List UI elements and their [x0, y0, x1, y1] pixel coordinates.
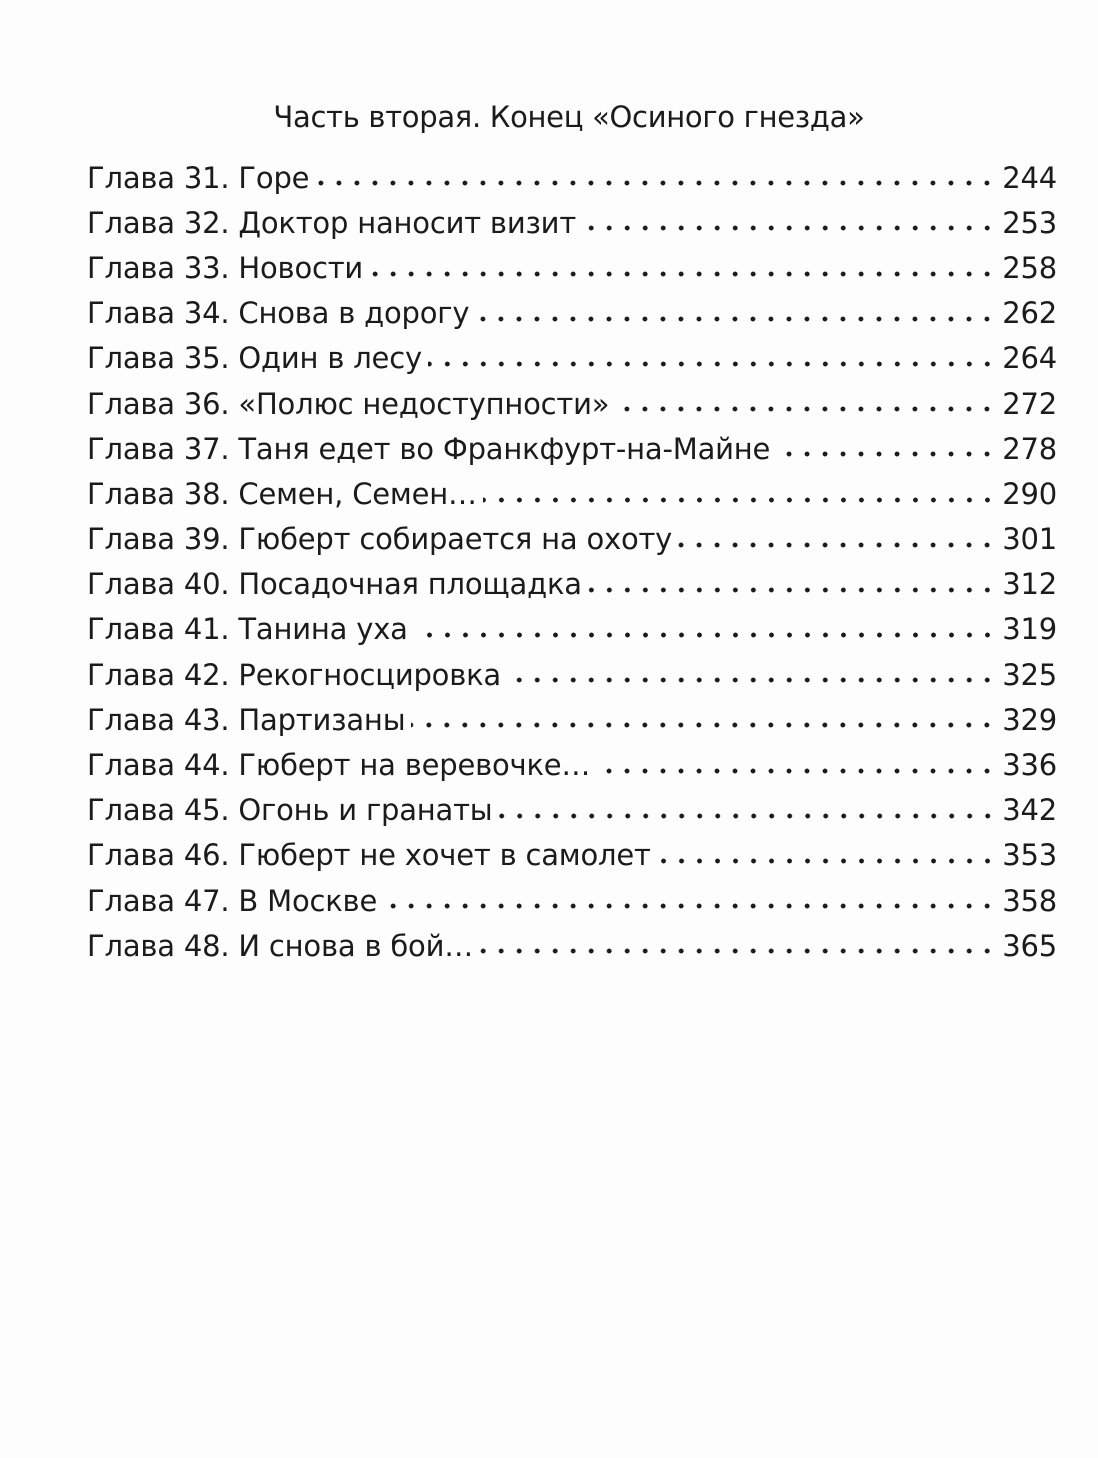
dot-leader [596, 764, 996, 778]
toc-entry-title: Глава 41. Танина уха [87, 612, 414, 646]
dot-leader [475, 312, 996, 326]
toc-entry-page: 325 [996, 658, 1057, 692]
toc-entry [87, 878, 1057, 923]
toc-entry-title: Глава 46. Гюберт не хочет в самолет [87, 838, 657, 872]
toc-entry [87, 562, 1057, 607]
toc-entry-title: Глава 31. Горе [87, 161, 315, 195]
dot-leader [483, 493, 996, 507]
toc-entry-title: Глава 43. Партизаны [87, 703, 411, 737]
toc-entry-page: 329 [996, 703, 1057, 737]
toc-entry-title: Глава 47. В Москве [87, 884, 383, 918]
dot-leader [428, 357, 996, 371]
toc-entry [87, 697, 1057, 742]
dot-leader [582, 221, 996, 235]
toc-entry [87, 607, 1057, 652]
toc-entry [87, 471, 1057, 516]
toc-entry-page: 319 [996, 612, 1057, 646]
toc-entry [87, 426, 1057, 471]
dot-leader [588, 583, 996, 597]
toc-entry-title: Глава 45. Огонь и гранаты [87, 793, 499, 827]
toc-entry [87, 155, 1057, 200]
toc-entry-page: 244 [996, 161, 1057, 195]
toc-entry-title: Глава 48. И снова в бой… [87, 929, 479, 963]
dot-leader [615, 402, 996, 416]
dot-leader [315, 176, 996, 190]
toc-entry [87, 923, 1057, 968]
toc-entry-page: 336 [996, 748, 1057, 782]
dot-leader [369, 267, 996, 281]
toc-entry-title: Глава 37. Таня едет во Франкфурт-на-Майне [87, 432, 776, 466]
toc-entry-page: 301 [996, 522, 1057, 556]
toc-entry-title: Глава 42. Рекогносцировка [87, 658, 507, 692]
toc-entry-title: Глава 32. Доктор наносит визит [87, 206, 582, 240]
dot-leader [657, 854, 997, 868]
toc-entry-page: 365 [996, 929, 1057, 963]
toc-entry [87, 742, 1057, 787]
dot-leader [479, 944, 996, 958]
toc-entry-title: Глава 40. Посадочная площадка [87, 567, 588, 601]
toc-entry-title: Глава 38. Семен, Семен… [87, 477, 483, 511]
toc-entry-page: 278 [996, 432, 1057, 466]
toc-entry-title: Глава 33. Новости [87, 251, 369, 285]
toc-entry-page: 358 [996, 884, 1057, 918]
toc-entry [87, 200, 1057, 245]
toc-entry-title: Глава 44. Гюберт на веревочке… [87, 748, 596, 782]
toc-entry-title: Глава 39. Гюберт собирается на охоту [87, 522, 678, 556]
dot-leader [414, 628, 996, 642]
toc-entry-page: 312 [996, 567, 1057, 601]
toc-entry [87, 833, 1057, 878]
toc-entry [87, 788, 1057, 833]
dot-leader [499, 809, 997, 823]
toc-entry-page: 258 [996, 251, 1057, 285]
toc-entry-page: 264 [996, 341, 1057, 375]
toc-entry [87, 381, 1057, 426]
toc-entry-title: Глава 34. Снова в дорогу [87, 296, 475, 330]
toc-entry-page: 353 [996, 838, 1057, 872]
toc-entry [87, 291, 1057, 336]
toc-entry-page: 253 [996, 206, 1057, 240]
toc-entry [87, 336, 1057, 381]
dot-leader [383, 899, 996, 913]
section-heading: Часть вторая. Конец «Осиного гнезда» [273, 100, 865, 134]
toc-entry-title: Глава 36. «Полюс недоступности» [87, 387, 615, 421]
toc-entry-page: 290 [996, 477, 1057, 511]
toc-entry-page: 272 [996, 387, 1057, 421]
table-of-contents [87, 155, 1057, 968]
dot-leader [776, 447, 996, 461]
dot-leader [411, 718, 996, 732]
toc-entry [87, 652, 1057, 697]
toc-entry [87, 517, 1057, 562]
toc-entry-page: 262 [996, 296, 1057, 330]
toc-entry-page: 342 [996, 793, 1057, 827]
dot-leader [678, 538, 996, 552]
toc-entry [87, 245, 1057, 290]
dot-leader [507, 673, 996, 687]
toc-entry-title: Глава 35. Один в лесу [87, 341, 428, 375]
